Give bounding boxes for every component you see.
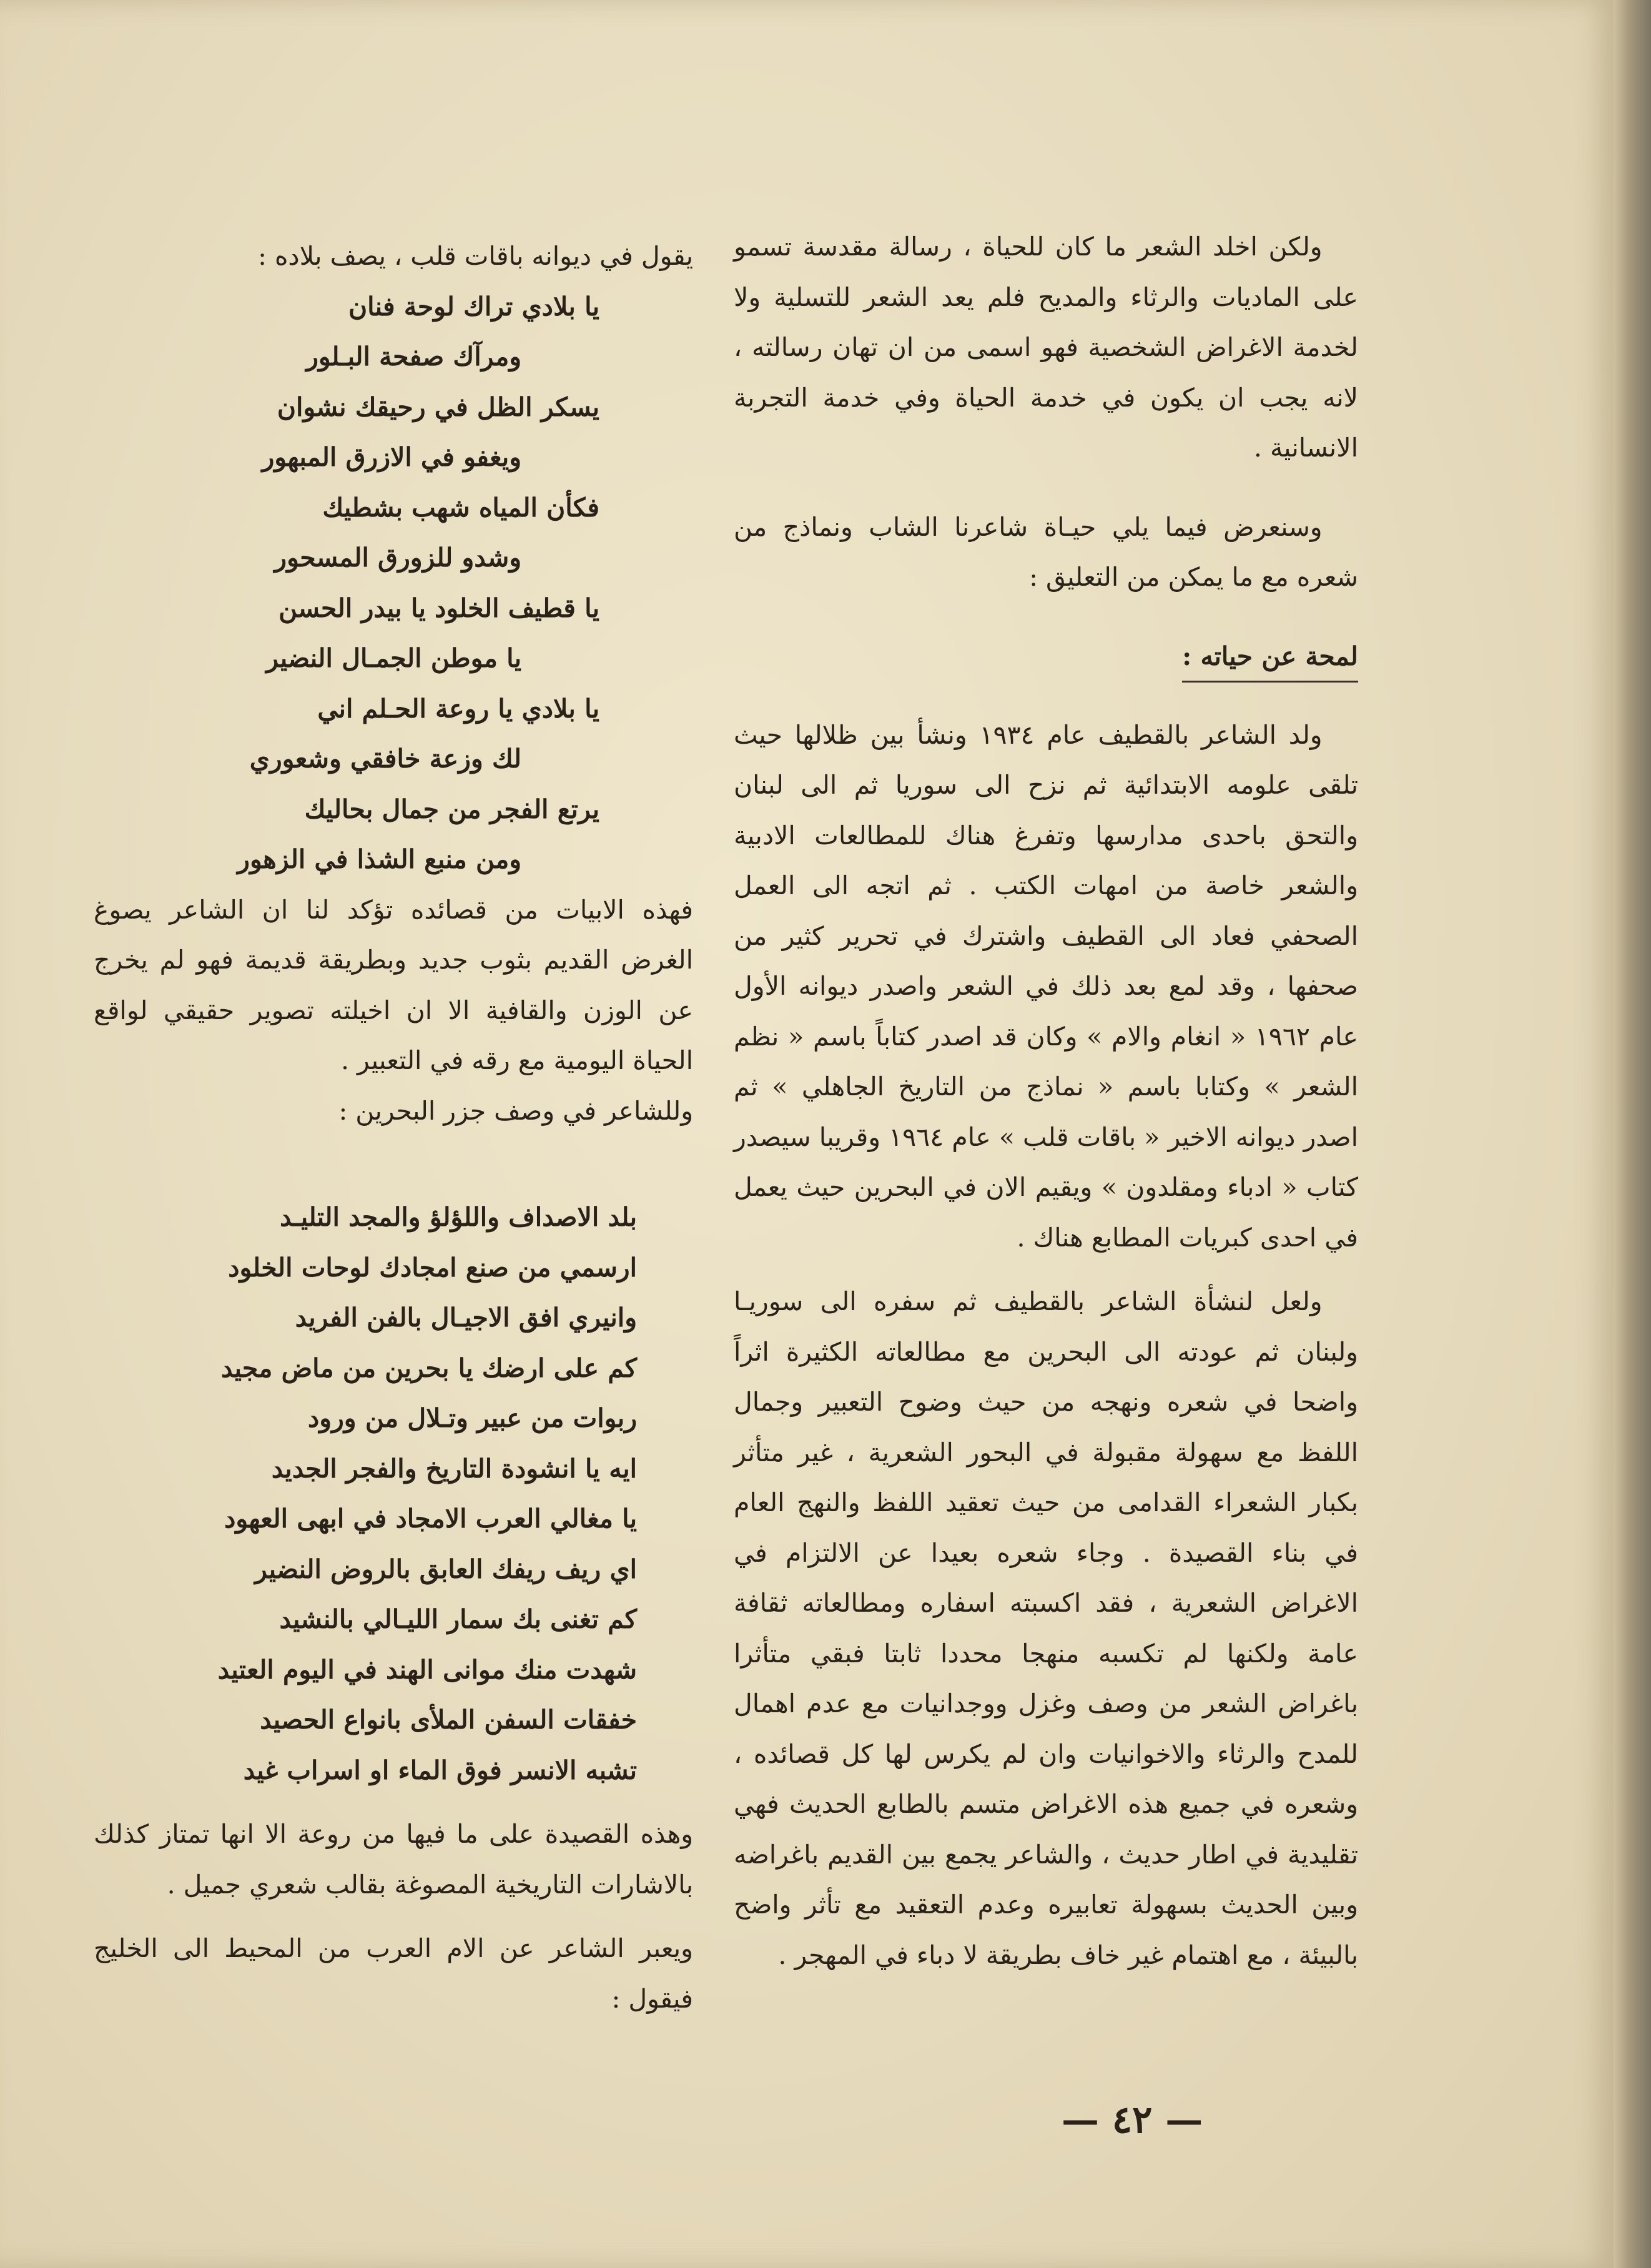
poem2-verse: كم تغنى بك سمار الليـالي بالنشيد: [279, 1604, 637, 1634]
life-paragraph: ولد الشاعر بالقطيف عام ١٩٣٤ ونشأ بين ظلالها حيث تلقى علومه الابتدائية ثم نزح الى سوريا ثم الى لبنان والتحق باحدى مدارسها وتفرغ هناك للمطالعات الادبية والشعر خاصة من امهات الكتب . ثم اتجه الى العمل الصحفي فعاد الى القطيف واشترك في تحرير كثير من صحفها ، وقد لمع بعد ذلك في الشعر واصدر ديوانه الأول عام ١٩٦٢ « انغام والام » وكان قد اصدر كتاباً باسم « نظم الشعر » وكتابا باسم « نماذج من التاريخ الجاهلي » ثم اصدر ديوانه الاخير « باقات قلب » عام ١٩٦٤ وقريبا سيصدر كتاب « ادباء ومقلدون » ويقيم الان في البحرين حيث يعمل في احدى كبريات المطابع هناك .: [734, 719, 1359, 1253]
left-column: [94, 231, 693, 2024]
poem2-verse: تشبه الانسر فوق الماء او اسراب غيد: [243, 1755, 637, 1785]
poem2-intro: وللشاعر في وصف جزر البحرين :: [338, 1095, 693, 1126]
poem1-verse: يرتع الفجر من جمال بحاليك: [304, 794, 599, 824]
poem2-verse: كم على ارضك يا بحرين من ماض مجيد: [220, 1353, 637, 1383]
poem2-verse: وانيري افق الاجيـال بالفن الفريد: [295, 1303, 637, 1333]
poem2-verse: ايه يا انشودة التاريخ والفجر الجديد: [271, 1453, 637, 1484]
intro-paragraph: ولكن اخلد الشعر ما كان للحياة ، رسالة مقدسة تسمو على الماديات والرثاء والمديح فلم يعد الشعر للتسلية ولا لخدمة الاغراض الشخصية فهو اسمى من ان تهان رسالته ، لانه يجب ان يكون في خدمة الحياة وفي خدمة التجربة الانسانية .: [734, 232, 1358, 463]
growth-paragraph: ولعل لنشأة الشاعر بالقطيف ثم سفره الى سوريـا ولبنان ثم عودته الى البحرين مع مطالعاته الكثيرة اثراً واضحا في شعره ونهجه من حيث وضوح التعبير وجمال اللفظ مع سهولة مقبولة في البحور الشعرية ، غير متأثر بكبار الشعراء القدامى من حيث تعقيد اللفظ والنهج العام في بناء القصيدة . وجاء شعره بعيدا عن الالتزام في الاغراض الشعرية ، فقد اكسبته اسفاره ومطالعاته ثقافة عامة ولكنها لم تكسبه منهجا محددا ثابتا فبقي متأثرا باغراض الشعر من وصف وغزل ووجدانيات مع عدم اهمال للمدح والرثاء والاخوانيات وان لم يكرس لها كل قصائده ، وشعره في جميع هذه الاغراض متسم بالطابع الحديث فهي تقليدية في اطار حديث ، والشاعر يجمع بين القديم باغراضه وبين الحديث بسهولة تعابيره وعدم التعقيد مع تأثر واضح بالبيئة ، مع اهتمام غير خاف بطريقة لا دباء في المهجر .: [734, 1286, 1358, 1970]
poem2-verse: اي ريف ريفك العابق بالروض النضير: [255, 1554, 637, 1584]
poem1-verse: لك وزعة خافقي وشعوري: [249, 744, 521, 774]
right-column: [734, 222, 1358, 1980]
presentation-paragraph: وسنعرض فيما يلي حيـاة شاعرنا الشاب ونماذج من شعره مع ما يمكن من التعليق :: [734, 511, 1358, 592]
poem1-verse: وشدو للزورق المسحور: [274, 543, 521, 573]
poem1: [94, 282, 693, 885]
poem2-verse: ربوات من عبير وتـلال من ورود: [307, 1403, 637, 1433]
poem1-verse: ويغفو في الازرق المبهور: [262, 442, 521, 472]
poem2-verse: خفقات السفن الملأى بانواع الحصيد: [260, 1705, 637, 1735]
poem1-verse: فكأن المياه شهب بشطيك: [322, 492, 599, 523]
poem1-verse: ومرآك صفحة البـلور: [306, 342, 521, 372]
poem2: [94, 1192, 693, 1795]
page-edge: [1614, 0, 1651, 2268]
poem1-verse: يسكر الظل في رحيقك نشوان: [277, 392, 599, 422]
poem1-intro: يقول في ديوانه باقات قلب ، يصف بلاده :: [258, 241, 693, 271]
poem2-verse: شهدت منك موانى الهند في اليوم العتيد: [217, 1654, 637, 1685]
page-number: — ٤٢ —: [1062, 2098, 1203, 2142]
poem1-verse: يا بلادي تراك لوحة فنان: [348, 291, 599, 322]
commentary-2: وهذه القصيدة على ما فيها من روعة الا انها تمتاز كذلك بالاشارات التاريخية المصوغة بقالب شعري جميل .: [94, 1819, 693, 1900]
poem1-verse: ومن منبع الشذا في الزهور: [237, 844, 521, 874]
closing-paragraph: ويعبر الشاعر عن الام العرب من المحيط الى الخليج فيقول :: [94, 1933, 693, 2014]
poem2-verse: بلد الاصداف واللؤلؤ والمجد التليـد: [280, 1202, 637, 1232]
commentary-1: فهذه الابيات من قصائده تؤكد لنا ان الشاعر يصوغ الغرض القديم بثوب جديد وبطريقة قديمة فهو لم يخرج عن الوزن والقافية الا ان اخيلته تصوير حقيقي لواقع الحياة اليومية مع رقه في التعبير .: [94, 894, 693, 1075]
poem2-verse: ارسمي من صنع امجادك لوحات الخلود: [228, 1252, 637, 1283]
poem1-verse: يا بلادي يا روعة الحـلم اني: [317, 693, 599, 724]
section-heading: لمحة عن حياته :: [1182, 634, 1358, 683]
poem1-verse: يا قطيف الخلود يا بيدر الحسن: [278, 593, 599, 623]
poem1-verse: يا موطن الجمـال النضير: [266, 643, 521, 673]
poem2-verse: يا مغالي العرب الامجاد في ابهى العهود: [224, 1504, 637, 1534]
